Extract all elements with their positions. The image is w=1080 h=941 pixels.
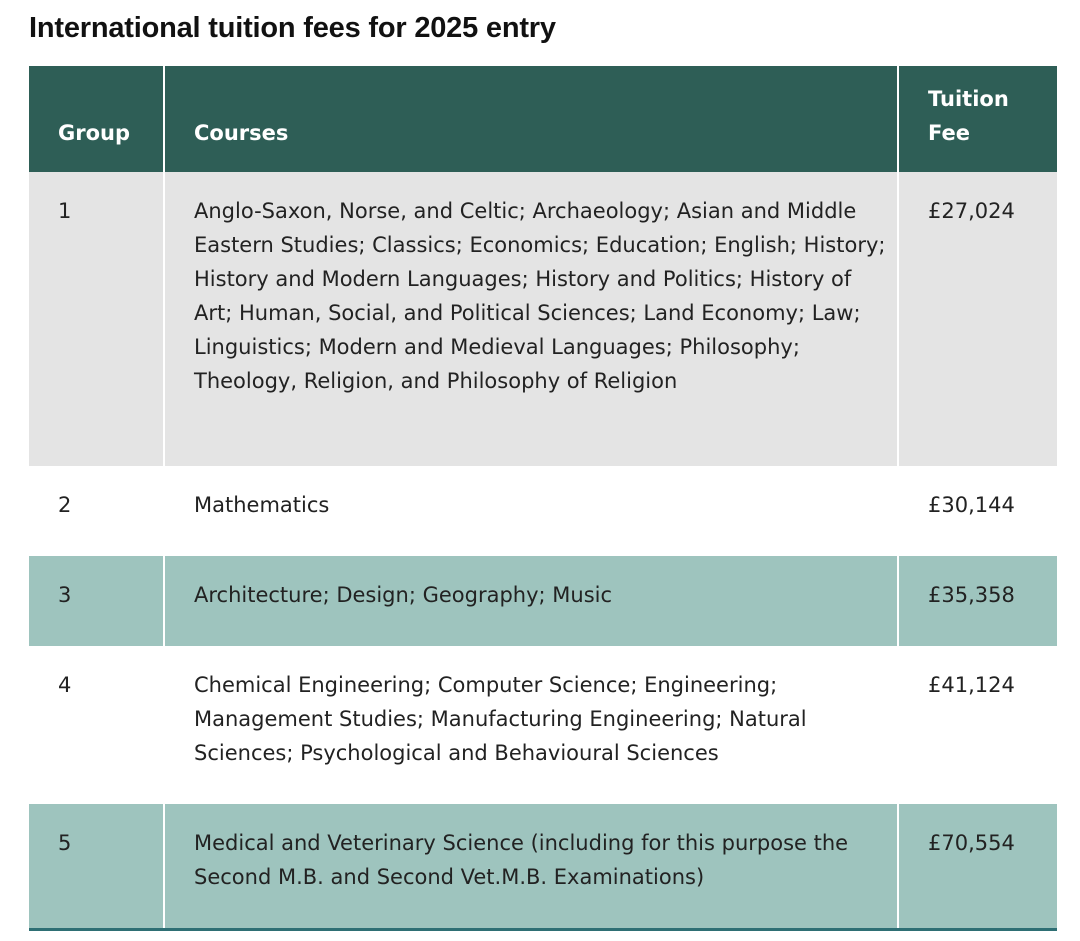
header-row	[29, 66, 1057, 172]
courses-cell: Architecture; Design; Geography; Music	[164, 556, 898, 646]
group-cell: 1	[29, 172, 164, 466]
column-header-tuition-fee: Tuition Fee	[898, 66, 1057, 172]
courses-cell: Chemical Engineering; Computer Science; Engineering; Management Studies; Manufacturing Engineering; Natural Sciences; Psychological and Behavioural Sciences	[164, 646, 898, 804]
table-body	[29, 172, 1057, 929]
courses-cell: Medical and Veterinary Science (including for this purpose the Second M.B. and Second Vet.M.B. Examinations)	[164, 804, 898, 929]
fee-cell: £27,024	[898, 172, 1057, 466]
courses-cell: Anglo-Saxon, Norse, and Celtic; Archaeology; Asian and Middle Eastern Studies; Classics; Economics; Education; English; History; History and Modern Languages; History and Politics; History of Art; Human, Social, and Political Sciences; Land Economy; Law; Linguistics; Modern and Medieval Languages; Philosophy; Theology, Religion, and Philosophy of Religion	[164, 172, 898, 466]
fee-cell: £30,144	[898, 466, 1057, 556]
group-cell: 5	[29, 804, 164, 929]
table-header	[29, 66, 1057, 172]
fee-cell: £41,124	[898, 646, 1057, 804]
group-cell: 4	[29, 646, 164, 804]
table-row	[29, 646, 1057, 804]
table-row	[29, 172, 1057, 466]
column-header-courses: Courses	[164, 66, 898, 172]
fee-cell: £35,358	[898, 556, 1057, 646]
fee-cell: £70,554	[898, 804, 1057, 929]
group-cell: 2	[29, 466, 164, 556]
table-row	[29, 804, 1057, 929]
table-row	[29, 556, 1057, 646]
column-header-group: Group	[29, 66, 164, 172]
tuition-fees-table	[29, 66, 1057, 931]
page-title: International tuition fees for 2025 entry	[29, 12, 556, 44]
courses-cell: Mathematics	[164, 466, 898, 556]
group-cell: 3	[29, 556, 164, 646]
table-row	[29, 466, 1057, 556]
